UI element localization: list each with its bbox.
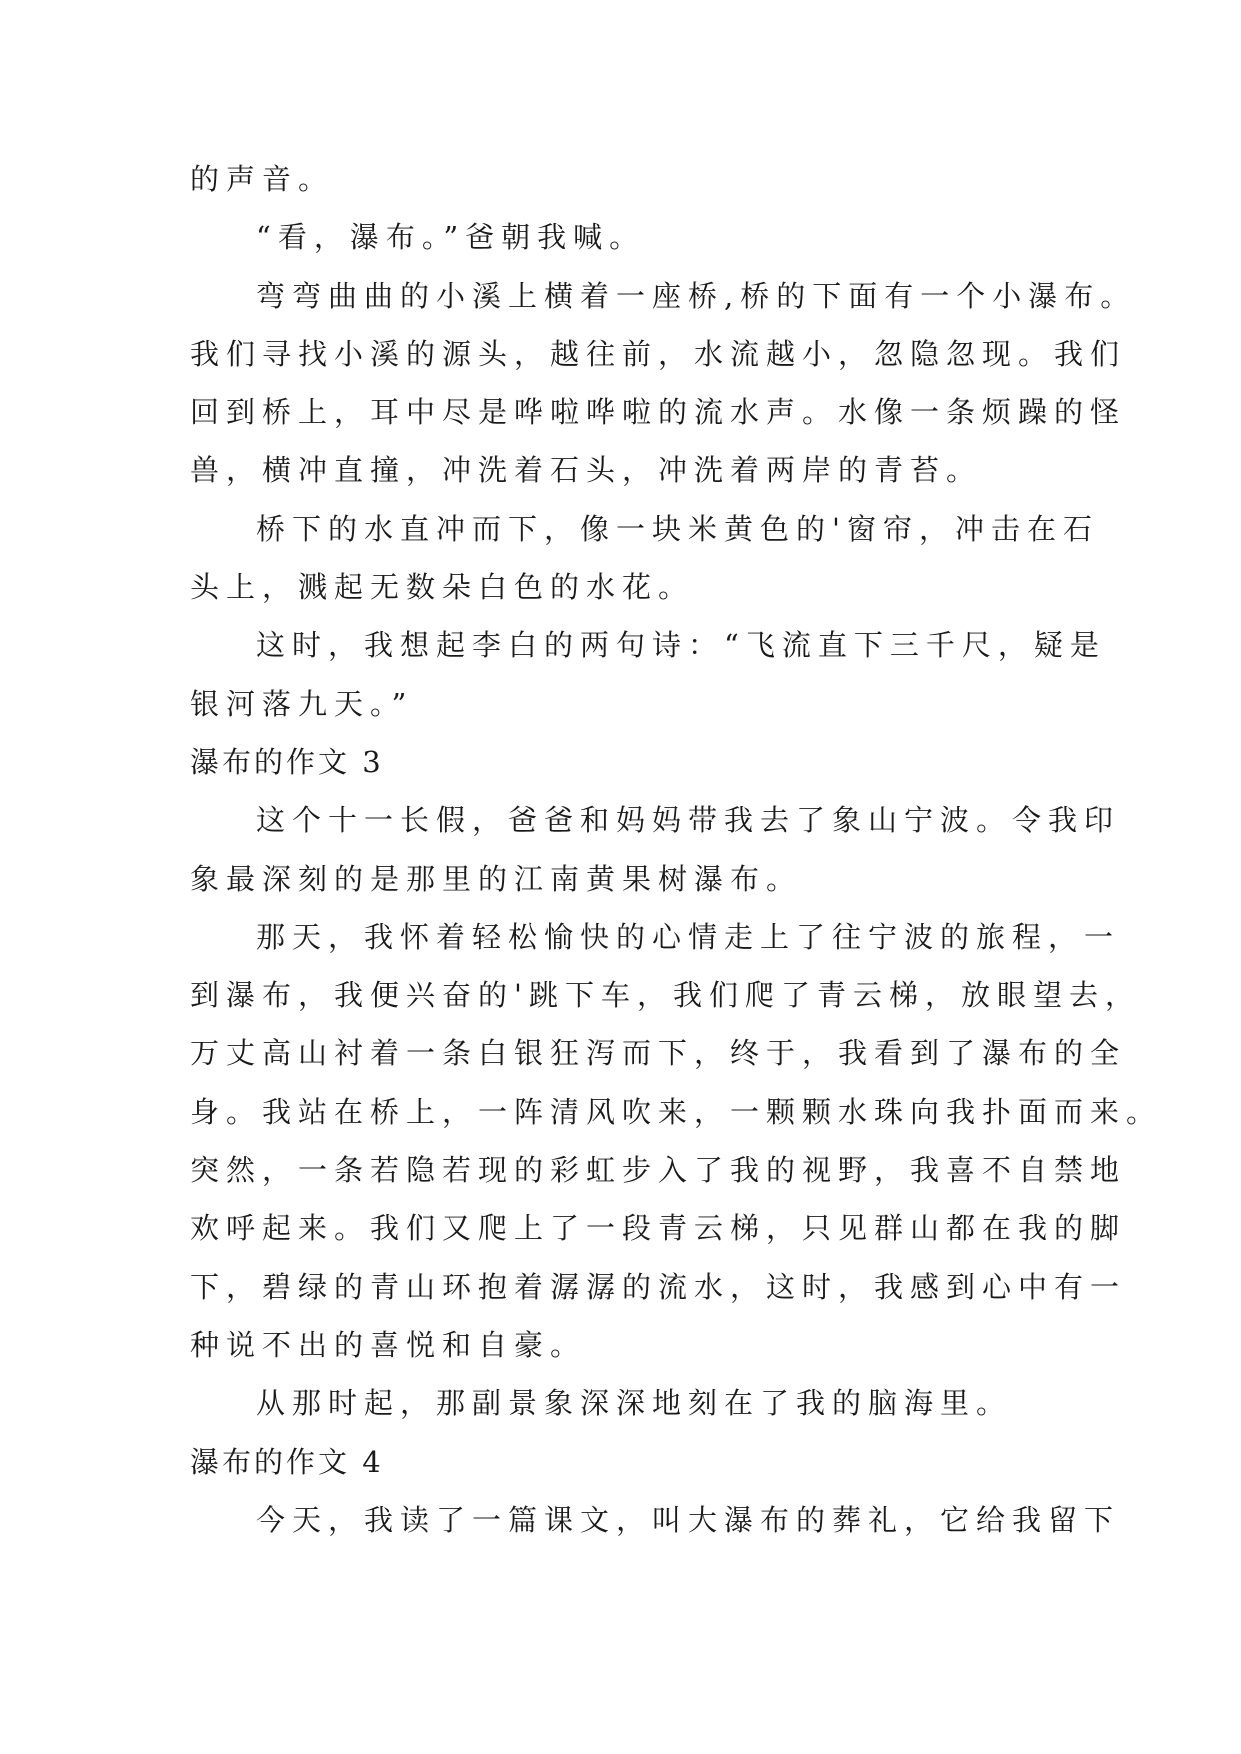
text-line: 今天，我读了一篇课文，叫大瀑布的葬礼，它给我留下	[256, 1502, 1121, 1537]
text-line: 下，碧绿的青山环抱着潺潺的流水，这时，我感到心中有一	[190, 1269, 1127, 1304]
text-line: 种说不出的喜悦和自豪。	[190, 1327, 587, 1362]
text-line: 兽，横冲直撞，冲洗着石头，冲洗着两岸的青苔。	[190, 453, 983, 488]
text-line: 象最深刻的是那里的江南黄果树瀑布。	[190, 861, 803, 896]
text-line: 银河落九天。”	[190, 686, 414, 721]
text-line: 身。我站在桥上，一阵清风吹来，一颗颗水珠向我扑面而来。	[190, 1094, 1163, 1129]
text-line: 那天，我怀着轻松愉快的心情走上了往宁波的旅程，一	[256, 919, 1121, 954]
text-line: 的声音。	[190, 162, 335, 196]
section-heading: 瀑布的作文 4	[190, 1444, 384, 1479]
text-line: 从那时起，那副景象深深地刻在了我的脑海里。	[256, 1386, 1013, 1421]
text-line: 万丈高山衬着一条白银狂泻而下，终于，我看到了瀑布的全	[190, 1036, 1127, 1071]
section-heading: 瀑布的作文 3	[190, 744, 384, 779]
text-line: 弯弯曲曲的小溪上横着一座桥,桥的下面有一个小瀑布。	[256, 278, 1137, 313]
text-line: 我们寻找小溪的源头，越往前，水流越小，忽隐忽现。我们	[190, 336, 1127, 371]
text-line: “看，瀑布。”爸朝我喊。	[256, 220, 646, 255]
text-line: 桥下的水直冲而下，像一块米黄色的'窗帘，冲击在石	[256, 511, 1099, 546]
text-line: 这时，我想起李白的两句诗：“飞流直下三千尺，疑是	[256, 628, 1106, 663]
text-line: 这个十一长假，爸爸和妈妈带我去了象山宁波。令我印	[256, 803, 1121, 838]
text-line: 欢呼起来。我们又爬上了一段青云梯，只见群山都在我的脚	[190, 1211, 1127, 1246]
text-line: 头上，溅起无数朵白色的水花。	[190, 570, 695, 605]
text-line: 回到桥上，耳中尽是哗啦哗啦的流水声。水像一条烦躁的怪	[190, 395, 1127, 430]
text-column	[190, 150, 1163, 1549]
text-line: 突然，一条若隐若现的彩虹步入了我的视野，我喜不自禁地	[190, 1153, 1127, 1188]
text-line: 到瀑布，我便兴奋的'跳下车，我们爬了青云梯，放眼望去，	[190, 978, 1141, 1013]
